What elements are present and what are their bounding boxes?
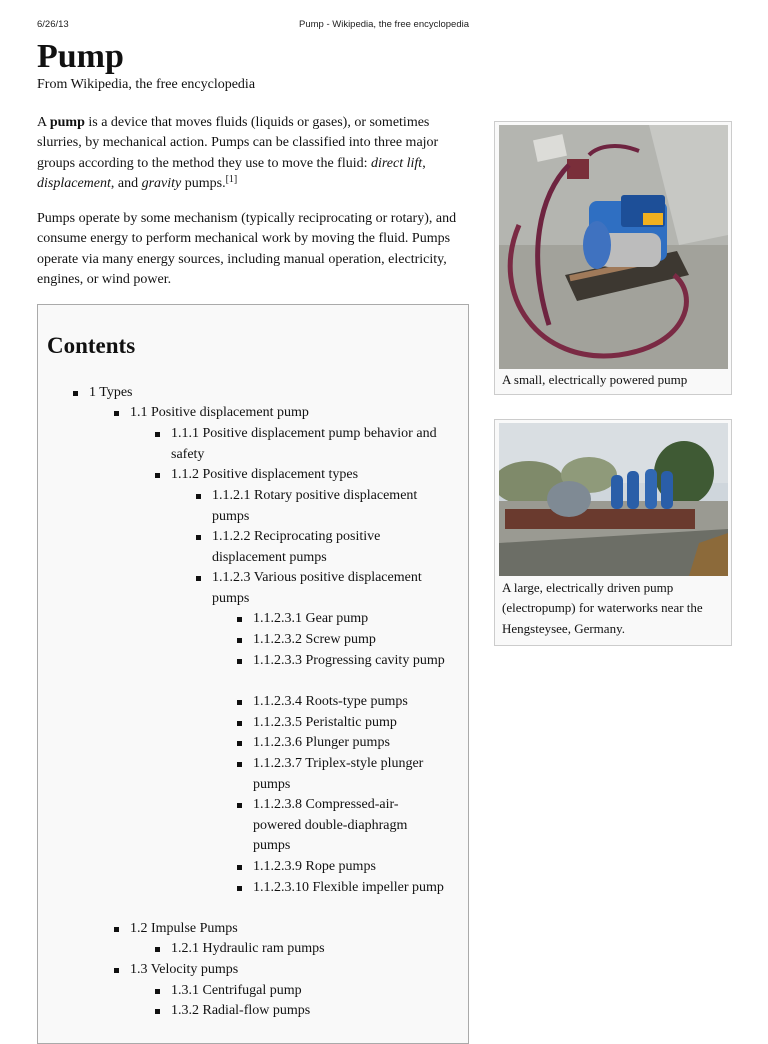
toc-item[interactable]: 1.1.2.3 Various positive displacement pumps: [212, 568, 452, 609]
large-pump-image[interactable]: [499, 423, 728, 576]
link-gravity[interactable]: gravity: [141, 175, 182, 191]
toc-item[interactable]: 1.3.2 Radial-flow pumps: [171, 1001, 451, 1022]
intro-paragraph: [37, 113, 469, 194]
toc-item[interactable]: 1.3.1 Centrifugal pump: [171, 981, 451, 1002]
toc-item[interactable]: 1.2 Impulse Pumps: [130, 919, 450, 940]
intro-text: ,: [422, 155, 426, 171]
toc-item[interactable]: 1.1.2.3.6 Plunger pumps: [253, 733, 453, 754]
link-direct-lift[interactable]: direct lift: [370, 155, 423, 171]
toc-item[interactable]: 1.1.2.3.5 Peristaltic pump: [253, 713, 453, 734]
toc-item[interactable]: 1.1.2.3.9 Rope pumps: [253, 857, 453, 878]
intro-text: A: [37, 115, 50, 130]
print-title: Pump - Wikipedia, the free encyclopedia: [298, 19, 470, 30]
intro-bold-term: pump: [49, 115, 85, 130]
toc-item[interactable]: 1.1.2.3.1 Gear pump: [253, 609, 453, 630]
link-displacement[interactable]: displacement: [37, 175, 111, 191]
toc-item[interactable]: 1.1.2.3.10 Flexible impeller pump: [253, 878, 453, 899]
toc-item[interactable]: 1.1.2 Positive displacement types: [171, 465, 451, 486]
reference-link[interactable]: [1]: [225, 173, 238, 185]
toc-item[interactable]: 1.1.2.2 Reciprocating positive displacement pumps: [212, 527, 420, 568]
toc-item[interactable]: 1.1.1 Positive displacement pump behavior and safety: [171, 424, 451, 465]
toc-item[interactable]: 1.1.2.3.8 Compressed-air-powered double-diaphragm pumps: [253, 795, 445, 857]
figure-large-pump: [494, 419, 732, 646]
print-header: [0, 19, 768, 33]
figure-small-pump: [494, 121, 732, 395]
toc-item[interactable]: 1.1.2.3.2 Screw pump: [253, 630, 453, 651]
toc-item[interactable]: 1.1.2.1 Rotary positive displacement pumps: [212, 486, 452, 527]
toc-item[interactable]: 1 Types: [89, 383, 449, 404]
small-pump-image[interactable]: [499, 125, 728, 369]
site-subtitle: From Wikipedia, the free encyclopedia: [37, 77, 256, 92]
page-title: Pump: [37, 38, 124, 75]
toc-item[interactable]: 1.1.2.3.4 Roots-type pumps: [253, 692, 453, 713]
figure-caption: A small, electrically powered pump: [502, 372, 688, 387]
toc-item[interactable]: 1.2.1 Hydraulic ram pumps: [171, 939, 451, 960]
toc-item[interactable]: 1.3 Velocity pumps: [130, 960, 450, 981]
toc-item[interactable]: 1.1 Positive displacement pump: [130, 403, 450, 424]
intro-text: pumps.: [181, 175, 226, 191]
intro-text: , and: [110, 175, 142, 191]
mechanism-paragraph: Pumps operate by some mechanism (typically reciprocating or rotary), and consume energy to perform mechanical work by moving the fluid. Pumps operate via many energy sources, including manual operation, electricity, engines, or wind power.: [37, 211, 457, 287]
toc-item[interactable]: 1.1.2.3.3 Progressing cavity pump: [253, 651, 453, 672]
table-of-contents: [37, 304, 469, 1044]
print-date: 6/26/13: [37, 19, 69, 30]
toc-item[interactable]: 1.1.2.3.7 Triplex-style plunger pumps: [253, 754, 453, 795]
figure-caption: A large, electrically driven pump (electropump) for waterworks near the Hengsteysee, Germany.: [502, 580, 703, 636]
intro-text: is a device that moves fluids (liquids or gases), or sometimes slurries, by mechanical action. Pumps can be classified into three major groups according to the method they use to move the fluid:: [37, 115, 439, 171]
toc-title: Contents: [47, 333, 136, 358]
